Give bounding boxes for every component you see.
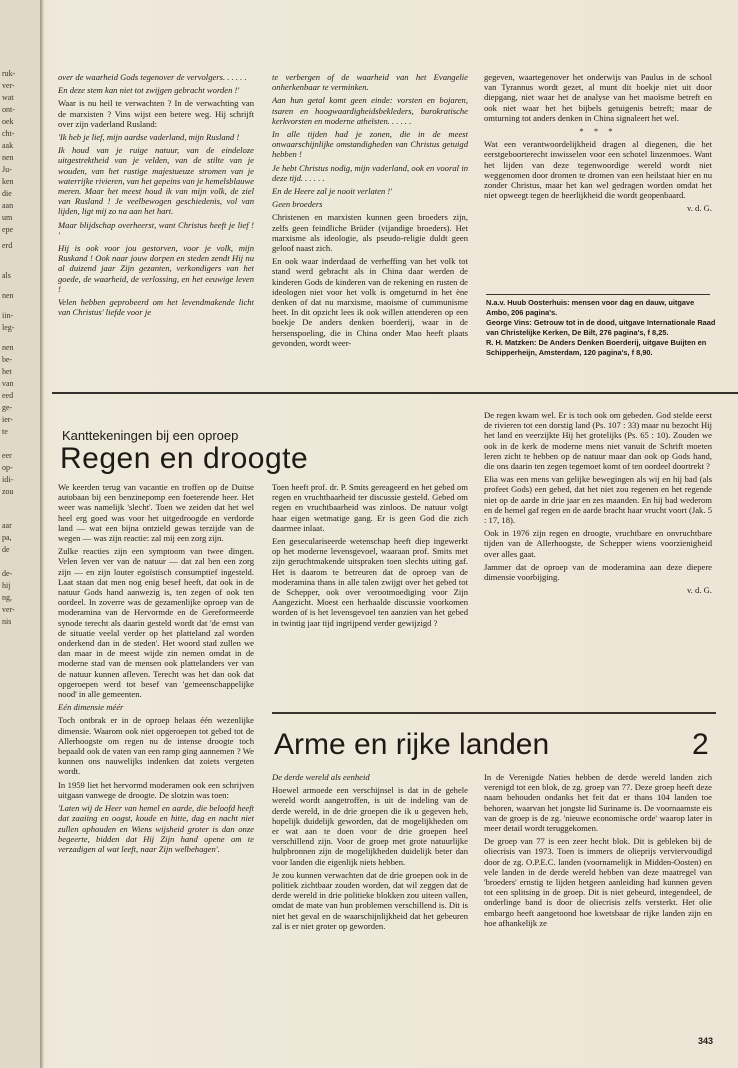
article2-headline: Arme en rijke landen [274,728,550,761]
paragraph: In alle tijden had je zonen, die in de meest onwaarschijnlijke omstandigheden van Christus getuigd hebben ! [272,129,468,160]
paragraph: Hoewel armoede een verschijnsel is dat in de gehele wereld wordt aangetroffen, is uit de indeling van de derde wereld, in de drie groepen die ik u gegeven heb, hopelijk duidelijk geworden, dat de mogelijkheden om er wat aan te doen voor de drie groepen heel verschillend zijn. Voor de groep met grote natuurlijke hulpbronnen zijn de mogelijkheden duidelijk beter dan voor landen die eigenlijk niets hebben. [272,785,468,867]
edge-text-fragment: aan [2,201,14,210]
edge-text-fragment: de- [2,569,13,578]
paragraph: Toen heeft prof. dr. P. Smits gereageerd en het gebed om regen en vruchtbaarheid ter discussie gesteld. Gebed om regen en vruchtbaarheid was zinloos. De natuur volgt haar eigen wetmatige gang. Er is geen God die zich daarmee inlaat. [272,482,468,533]
paragraph: Toch ontbrak er in de oproep helaas één wezenlijke dimensie. Waarom ook niet opgeroepen tot gebed tot de Allerhoogste om regen nu de intense droogte toch bepaald ook de vaten van een ramp ging aannemen ? We kunnen ons nauwelijks indenken dat zoiets vergeten wordt. [58,715,254,777]
paragraph: Elia was een mens van gelijke bewegingen als wij en hij bad (als profeet Gods) een gebed, dat het niet zou regenen en het regende niet op de aarde in drie jaar en zes maanden. En hij bad wederom en de hemel gaf regen en de aarde bracht haar vrucht voort (Jak. 5 : 17, 18). [484,474,712,526]
paragraph: Je zou kunnen verwachten dat de drie groepen ook in de politiek zichtbaar zouden worden, dat wil zeggen dat de derde wereld in drie politieke blokken zou uiteen vallen, omdat de mate van hun problemen verschillend is. Dit is niet het geval en de waarschijnlijkheid dat het gebeuren zal is er niet groter op geworden. [272,869,468,931]
edge-text-fragment: ver- [2,81,15,90]
edge-text-fragment: leg- [2,323,15,332]
paragraph: Hij is ook voor jou gestorven, voor je volk, mijn Ruskand ! Ook naar jouw dorpen en steden zendt Hij nu al duizend jaar Zijn gezanten, verkondigers van het goede, de waarheid, de verlossing, en het eeuwige leven ! [58,243,254,294]
edge-text-fragment: ken [2,177,14,186]
edge-text-fragment: um [2,213,13,222]
book-reference: N.a.v. Huub Oosterhuis: mensen voor dag en dauw, uitgave Ambo, 206 pagina's. [486,298,695,317]
paragraph: Wat een verantwoordelijkheid dragen al diegenen, die het eerstgeboorterecht inwisselen voor een schotel linzenmoes. Want het lijden van deze tegenwoordige wereld wordt niet weggenomen door dromen te dromen van een heilstaat hier en nu zonder Christus, maar het kan wel gedragen worden omdat het niet opweegt tegen de heerlijkheid die wordt geopenbaard. [484,139,712,201]
paragraph: Velen hebben geprobeerd om het levendmakende licht van Christus' liefde voor je [58,297,254,318]
edge-text-fragment: nis [2,617,12,626]
edge-text-fragment: hij [2,581,11,590]
edge-text-fragment: idi- [2,475,14,484]
edge-text-fragment: eer [2,451,12,460]
paragraph: Ook in 1976 zijn regen en droogte, vruchtbare en onvruchtbare tijden van de Allerhoogste, de Schepper wiens voorzienigheid over alles gaat. [484,528,712,559]
edge-text-fragment: epe [2,225,14,234]
article2-divider [272,712,716,714]
edge-text-fragment: op- [2,463,13,472]
edge-text-fragment: nen [2,153,14,162]
edge-text-fragment: als [2,271,11,280]
edge-text-fragment: zou [2,487,14,496]
book-reference: George Vins: Getrouw tot in de dood, uitgave Internationale Raad van Christelijke Kerken, De Bilt, 276 pagina's, f 8,25. [486,318,716,337]
paragraph: In 1959 liet het hervormd moderamen ook een schrijven uitgaan vanwege de droogte. De slotzin was toen: [58,779,254,800]
edge-text-fragment: ont- [2,105,15,114]
edge-text-fragment: de [2,545,10,554]
paragraph: Jammer dat de oproep van de moderamina aan deze diepere dimensie voorbijging. [484,561,712,583]
paragraph: * * * [579,126,617,137]
paragraph: Zulke reacties zijn een symptoom van twee dingen. Velen leven ver van de natuur — dat zal hen een zorg zijn — en zijn louter egoïstisch consumptief ingesteld. Laat staan dat men nog enig besef heeft, dat ook in de natuur Gods hand aanwezig is, ten zegen of ook ten oordeel. In zoverre was de gezamenlijke oproep van de moderamina van de Hervormde en de Gereformeerde synode terecht als daarin gesteld wordt dat 'de ernst van de situatie veelal verder op het platteland zal worden onderkend dan in de steden'. Het woord stad zullen we dan maar in de meest wijde zin nemen omdat in de moderne stad van de mensen ook plattelanders ver van de natuur kunnen afleven. Terecht was het dan ook dat opgeroepen werd tot besef van 'gemeenschappelijke nood' in alle gemeenten. [58,546,254,700]
edge-text-fragment: oek [2,117,14,126]
paragraph: In de Verenigde Naties hebben de derde wereld landen zich verenigd tot een blok, de zg. groep van 77. Deze groep heeft deze naam behouden ondanks het feit dat er thans 104 landen toe behoren, waarvan het jongste lid Suriname is. De voornaamste eis van de groep is de zg. 'nieuwe economische orde' waarop later in meer detail wordt teruggekomen. [484,772,712,834]
edge-text-fragment: cht- [2,129,15,138]
article1-headline: Regen en droogte [60,442,309,475]
paragraph: Eén dimensie méér [58,702,124,713]
top-column-1 [58,72,254,390]
paragraph: 'Ik heb je lief, mijn aardse vaderland, mijn Rusland ! [58,132,240,143]
edge-text-fragment: van [2,379,14,388]
article2-column-1 [272,772,468,1032]
paragraph: Maar blijdschap overheerst, want Christus heeft je lief ! ' [58,219,254,240]
edge-text-fragment: die [2,189,12,198]
edge-text-fragment: aak [2,141,14,150]
edge-text-fragment: te [2,427,8,436]
paragraph: Je hebt Christus nodig, mijn vaderland, ook en vooral in deze tijd. . . . . . [272,162,468,183]
edge-text-fragment: erd [2,241,13,250]
paragraph: De derde wereld als eenheid [272,772,370,782]
edge-text-fragment: ng, [2,593,12,602]
edge-text-fragment: ge- [2,403,13,412]
paragraph: En ook waar inderdaad de verheffing van het volk tot stand werd gebracht als in China daar werden de kinderen Gods de kinderen van de rekening en rusten de ideologen niet voor het volk is omgeturnd in het ène denken of dat nu marxisme, maoisme of cummunisme heet. In dit opzicht lees ik ook willen attenderen op een boekje De anders denken boerderij, waar in de hersenspoeling, die in China onder Mao heeft plaats gevonden, wordt weer- [272,256,468,348]
edge-text-fragment: het [2,367,12,376]
paragraph: v. d. G. [687,203,712,214]
edge-text-fragment: ver- [2,605,15,614]
page-number: 343 [698,1036,714,1046]
paragraph: v. d. G. [687,585,712,596]
article2-part-number: 2 [692,728,709,761]
article1-column-3 [484,410,712,700]
section-divider [52,392,738,394]
edge-text-fragment: eed [2,391,14,400]
edge-text-fragment: ier- [2,415,13,424]
top-column-3 [484,72,712,282]
binding-crease [40,0,44,1068]
book-references [486,298,716,359]
paragraph: Een geseculariseerde wetenschap heeft diep ingewerkt op het moderne levensgevoel, waaraan prof. Smits met zijn geruchtmakende uitspraken toen slechts uiting gaf. Het is daarom te betreuren dat de oproep van de moderamina thans in alle talen zwijgt over het gebed tot de Schepper, ook over verootmoediging voor Zijn Aangezicht. Moest een herhaalde discussie voorkomen worden of is het levensgevoel ten aanzien van het gebed in twintig jaar tijd ingrijpend verder gewijzigd ? [272,536,468,628]
paragraph: Aan hun getal komt geen einde: vorsten en bojaren, tsaren en hoogwaardigheidsbekleders, burokratische kerkvorsten en moderne atheïsten. . . . . . [272,95,468,126]
edge-text-fragment: pa, [2,533,12,542]
paragraph: De groep van 77 is een zeer hecht blok. Dit is gebleken bij de oliecrisis van 1973. Toen is immers de olieprijs verviervoudigd door de zg. O.P.E.C. landen (voornamelijk in Midden-Oosten) en vele landen in de derde wereld hebben van deze maatregel van 'broeders' ernstig te lijden hetgeen aanleiding had kunnen geven tot een splitsing in de groep. Dit is niet gebeurd, integendeel, de onderlinge band is door de oliecrisis zelfs versterkt. Het olie embargo heeft aangetoond hoe kwetsbaar de rijke landen zijn en hoe afhankelijk ze [484,836,712,928]
edge-text-fragment: aar [2,521,12,530]
paragraph: We keerden terug van vacantie en troffen op de Duitse autobaan bij een benzinepomp een foeterende heer. Het weer was namelijk 'slecht'. Toen we zeiden dat het wel heel erg goed was voor het uitgedroogde en verdorde land — wat een bijna ontzield gewas terzijde van de wegen — was zijn reactie: zal mij een zorg zijn. [58,482,254,544]
top-column-2 [272,72,468,390]
article2-column-2 [484,772,712,1032]
paragraph: Christenen en marxisten kunnen geen broeders zijn, zelfs geen feindliche Brüder (vijandige broeders). Het marxisme als ideologie, als pseudo-religie duldt geen geloof naast zich. [272,212,468,254]
edge-text-fragment: wat [2,93,14,102]
article1-kicker: Kanttekeningen bij een oproep [62,428,239,443]
paragraph: Geen broeders [272,199,323,210]
paragraph: Ik houd van je ruige natuur, van de eindeloze uitgestrektheid van je velden, van de stilte van je wouden, van het rustige majestueuze stromen van je waterrijke rivieren, van het gepeins van je hemelsblauwe meren. Maar het meest houd ik van mijn volk, de ziel van Rusland ! Je veelbewogen geschiedenis, vol van lijden, ligt mij zo na aan het hart. [58,145,254,217]
edge-text-fragment: nen [2,343,14,352]
paragraph: te verbergen of de waarheid van het Evangelie onherkenbaar te verminken. [272,72,468,93]
paragraph: over de waarheid Gods tegenover de vervolgers. . . . . . [58,72,247,82]
paragraph: En deze stem kan niet tot zwijgen gebracht worden !' [58,85,240,96]
book-reference: R. H. Matzken: De Anders Denken Boerderij, uitgave Buijten en Schipperheijn, Amsterdam, 120 pagina's, f 8,90. [486,338,707,357]
paragraph: gegeven, waartegenover het onderwijs van Paulus in de school van Tyrannus wordt gezet, al munt dit boekje niet uit door diepgang, niet waar het de analyse van het maoïsme betreft en ook niet waar het het bijbels getuigenis betreft; maar de omturning tot anders denken in China signaleert het wel. [484,72,712,123]
article1-column-1 [58,482,254,1022]
paragraph: De regen kwam wel. Er is toch ook om gebeden. God stelde eerst de rivieren tot een dorstig land (Ps. 107 : 33) maar nu bezocht Hij het land en veerzijkte Hij het grotelijks (Ps. 65 : 10). Zouden we ook in de kerk de moderne mens niet vanuit de Schrift moeten leren zicht te hebben op de natuur maar dan ook op Gods hand, die ons daarin ten zegen tegemoet komt of ten oordeel doortrekt ? [484,410,712,472]
paragraph: En de Heere zal je nooit verlaten !' [272,186,393,197]
edge-text-fragment: be- [2,355,13,364]
previous-page-edge [0,0,42,1068]
edge-text-fragment: Ju- [2,165,12,174]
paragraph: 'Laten wij de Heer van hemel en aarde, die beloofd heeft dat zaaiing en oogst, koude en hitte, dag en nacht niet zullen ophouden en Wiens wijsheid groter is dan onze begeerte, bidden dat Hij Zijn hand opene om te verzadigen al wat leeft, naar Zijn welbehagen'. [58,803,254,854]
article1-column-2 [272,482,468,682]
paragraph: Waar is nu heil te verwachten ? In de verwachting van de marxisten ? Vins wijst een betere weg. Hij schrijft over zijn vaderland Rusland: [58,98,254,129]
refs-divider [486,294,710,295]
edge-text-fragment: nen [2,291,14,300]
edge-text-fragment: ruk- [2,69,16,78]
edge-text-fragment: iin- [2,311,14,320]
